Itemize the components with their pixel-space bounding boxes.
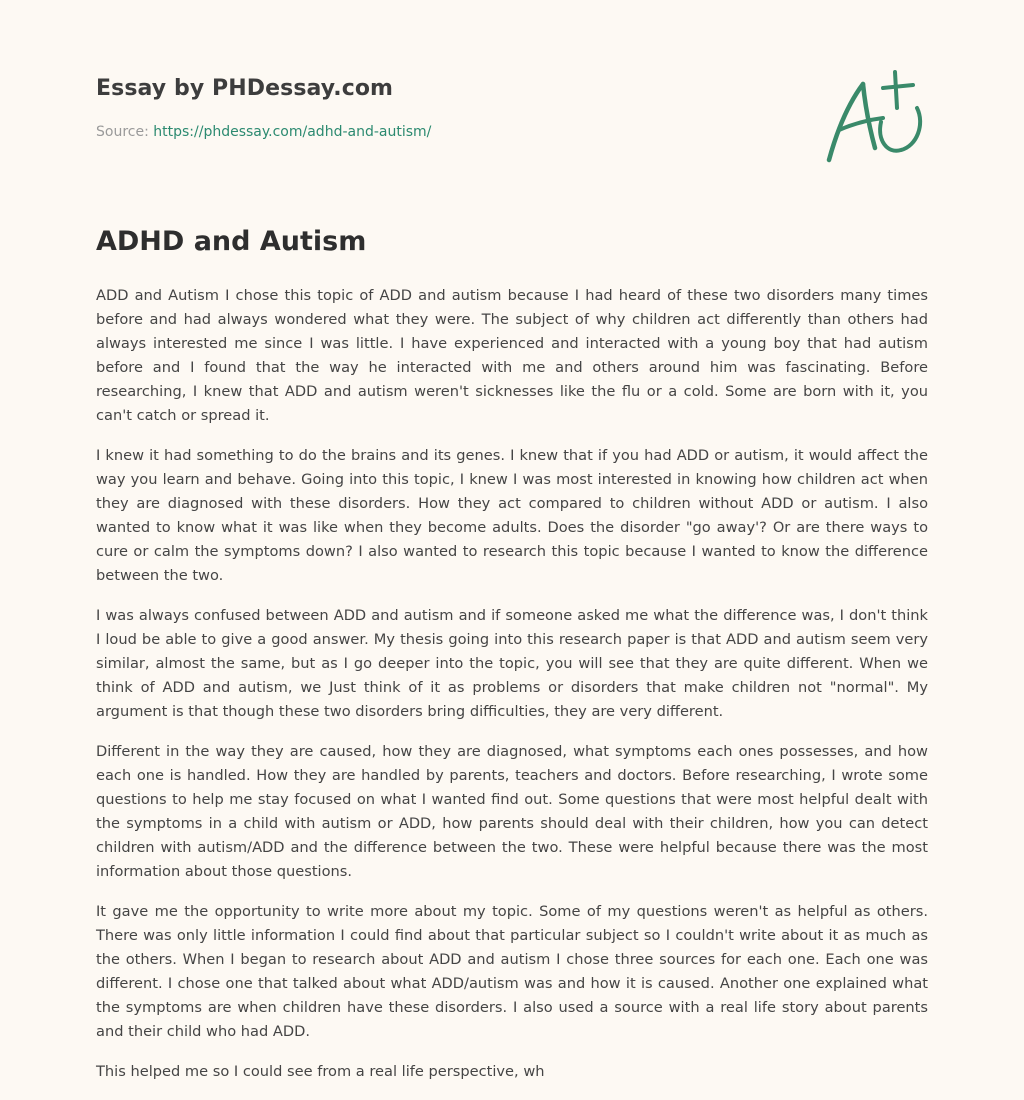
essay-paragraph: Different in the way they are caused, how they are diagnosed, what symptoms each ones possesses, and how each one is handled. How they are handled by parents, teachers and doctors. Before researching, I wrote some questions to help me stay focused on what I wanted find out. Some questions that were most helpful dealt with the symptoms in a child with autism or ADD, how parents should deal with their children, how you can detect children with autism/ADD and the difference between the two. These were helpful because there was the most information about those questions.: [96, 743, 928, 880]
source-link[interactable]: https://phdessay.com/adhd-and-autism/: [153, 124, 432, 140]
essay-title: ADHD and Autism: [96, 226, 367, 257]
source-label: Source:: [96, 124, 149, 140]
site-title: Essay by PHDessay.com: [96, 76, 394, 101]
essay-paragraph: This helped me so I could see from a real life perspective, wh: [96, 1063, 545, 1080]
source-line: [96, 124, 431, 140]
essay-paragraph: I knew it had something to do the brains and its genes. I knew that if you had ADD or autism, it would affect the way you learn and behave. Going into this topic, I knew I was most interested in knowing how children act when they are diagnosed with these disorders. How they act compared to children without ADD or autism. I also wanted to know what it was like when they become adults. Does the disorder "go away'? Or are there ways to cure or calm the symptoms down? I also wanted to research this topic because I wanted to know the difference between the two.: [96, 447, 928, 584]
essay-paragraph: ADD and Autism I chose this topic of ADD and autism because I had heard of these two disorders many times before and had always wondered what they were. The subject of why children act differently than others had always interested me since I was little. I have experienced and interacted with a young boy that had autism before and I found that the way he interacted with me and others around him was fascinating. Before researching, I knew that ADD and autism weren't sicknesses like the flu or a cold. Some are born with it, you can't catch or spread it.: [96, 287, 928, 424]
essay-body: [96, 284, 928, 1100]
essay-paragraph: It gave me the opportunity to write more about my topic. Some of my questions weren't as helpful as others. There was only little information I could find about that particular subject so I couldn't write about it as much as the others. When I began to research about ADD and autism I chose three sources for each one. Each one was different. I chose one that talked about what ADD/autism was and how it is caused. Another one explained what the symptoms are when children have these disorders. I also used a source with a real life story about parents and their child who had ADD.: [96, 903, 928, 1040]
essay-paragraph: I was always confused between ADD and autism and if someone asked me what the difference was, I don't think I loud be able to give a good answer. My thesis going into this research paper is that ADD and autism seem very similar, almost the same, but as I go deeper into the topic, you will see that they are quite different. When we think of ADD and autism, we Just think of it as problems or disorders that make children not "normal". My argument is that though these two disorders bring difficulties, they are very different.: [96, 607, 928, 720]
a-plus-grade-icon: [821, 68, 931, 168]
